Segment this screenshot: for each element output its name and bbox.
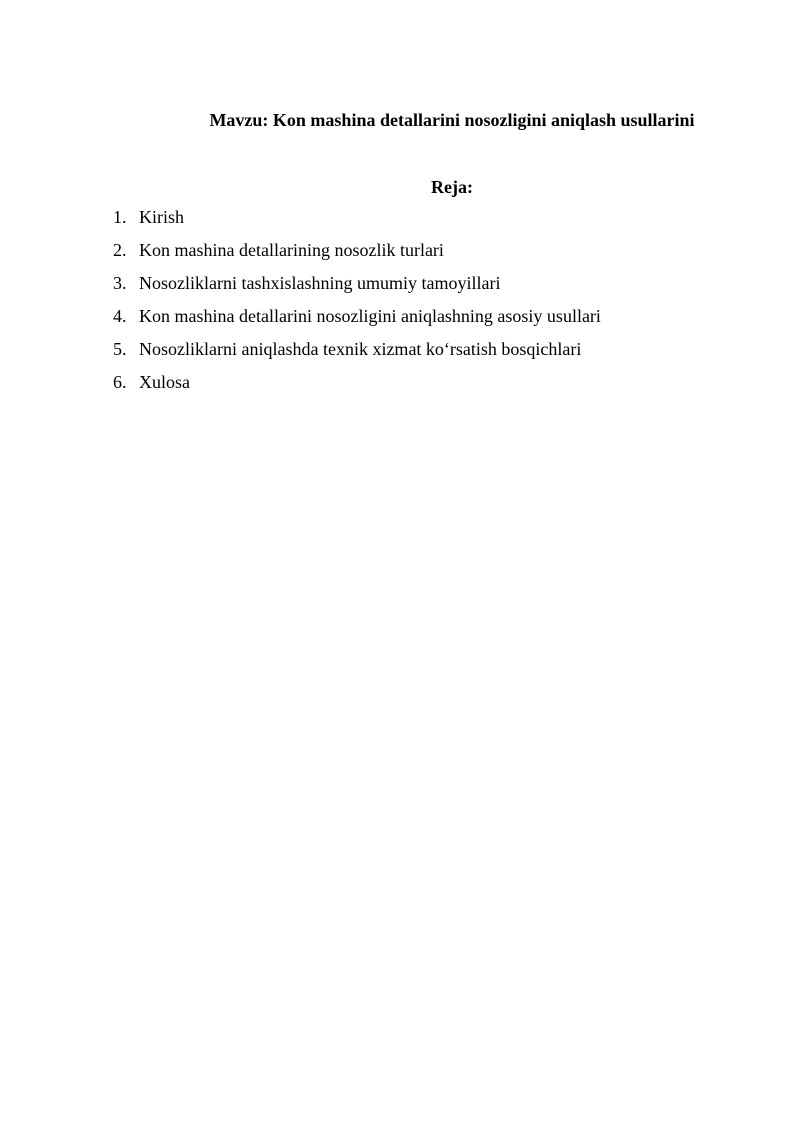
list-item-text: Kon mashina detallarining nosozlik turlari xyxy=(139,240,444,260)
list-item-number: 5. xyxy=(113,339,127,359)
list-item-number: 2. xyxy=(113,240,127,260)
list-item-number: 6. xyxy=(113,372,127,392)
list-item-number: 1. xyxy=(113,207,127,227)
list-item-text: Xulosa xyxy=(139,372,190,392)
plan-list xyxy=(113,205,601,403)
list-item xyxy=(113,337,601,370)
plan-heading: Reja: xyxy=(431,177,473,197)
list-item xyxy=(113,271,601,304)
list-item xyxy=(113,304,601,337)
list-item-text: Nosozliklarni tashxislashning umumiy tamoyillari xyxy=(139,273,501,293)
list-item-text: Nosozliklarni aniqlashda texnik xizmat ko‘rsatish bosqichlari xyxy=(139,339,582,359)
list-item-text: Kirish xyxy=(139,207,184,227)
document-title: Mavzu: Kon mashina detallarini nosozligini aniqlash usullarini xyxy=(209,110,695,130)
list-item xyxy=(113,238,601,271)
list-item-text: Kon mashina detallarini nosozligini aniqlashning asosiy usullari xyxy=(139,306,601,326)
list-item xyxy=(113,205,601,238)
list-item-number: 4. xyxy=(113,306,127,326)
list-item-number: 3. xyxy=(113,273,127,293)
list-item xyxy=(113,370,601,403)
